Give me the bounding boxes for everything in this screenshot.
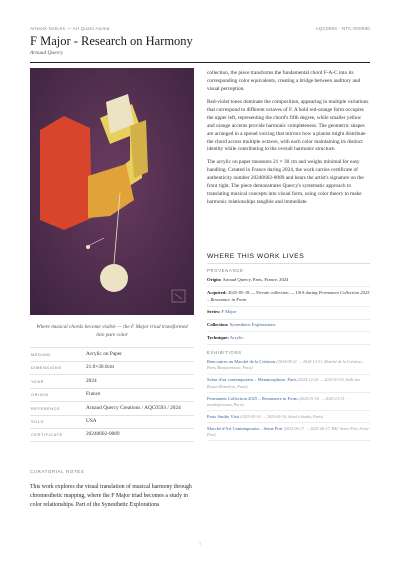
provenance-section bbox=[207, 268, 370, 444]
spec-row-certificate bbox=[30, 428, 194, 442]
spec-row-origin bbox=[30, 388, 194, 402]
artwork-red-form bbox=[40, 116, 92, 230]
artwork-painting bbox=[30, 68, 194, 315]
exhibition-venue-link[interactable]: Salon d'art contemporain – Metamorphose, Paris bbox=[207, 377, 297, 383]
spec-value: Acrylic on Paper bbox=[86, 350, 122, 357]
header-divider bbox=[30, 62, 370, 63]
collection-label: Artwork Notices — Art Quant Anima bbox=[30, 26, 110, 31]
page-title: F Major - Research on Harmony bbox=[30, 34, 193, 48]
exhibition-meta: (2025-06-17 → 2025-06-17, BAC Seine-Port, Seine-Port) bbox=[207, 425, 370, 437]
description-paragraph-2: Red-violet tones dominate the composition, appearing in multiple variations that correspond to different octaves of F. A bold red-orange form occupies the upper left, representing the chord's fifth degree, while smaller yellow and orange accents provide harmonic completeness. The geometric shapes are arranged in a spread voicing that mirrors how a pianist might distribute the chord across multiple octaves, with each color maintaining its distinct identity while contributing to the overall harmonic structure. bbox=[207, 98, 369, 153]
fact-value: Arnaud Quercy, Paris, France, 2024 bbox=[222, 277, 289, 282]
spec-label: DIMENSIONS bbox=[31, 365, 62, 371]
exhibition-venue-link[interactable]: Paris Studio Visit bbox=[207, 413, 240, 419]
spec-label: REFERENCE bbox=[31, 405, 61, 411]
exhibition-meta: (2024-12-20 → 2025-01-03, Salle des Beaux Mosnières, Paris) bbox=[207, 377, 361, 389]
spec-label: CERTIFICATE bbox=[31, 432, 63, 438]
collection-link[interactable]: Synesthetic Explorations bbox=[229, 322, 276, 328]
spec-value: France bbox=[86, 391, 101, 398]
exhibition-venue-link[interactable]: Rencontres au Marché de la Création bbox=[207, 359, 276, 365]
spec-row-dimensions bbox=[30, 361, 194, 375]
description-column bbox=[207, 70, 370, 212]
spec-row-year bbox=[30, 374, 194, 388]
spec-value: USA bbox=[86, 418, 97, 425]
exhibition-meta: (2025-02-16 → 2025-02-16, Artist's Studio, Paris) bbox=[240, 413, 324, 419]
exhibition-item bbox=[207, 377, 370, 393]
curatorial-notes-text: This work explores the visual translation of musical harmony through chromesthetic mapping, where the F Major triad becomes a study in color relationships. Part of the Synesthetic Explorations bbox=[30, 484, 192, 508]
exhibition-venue-link[interactable]: Marché d'Art Contemporain – Seine Port bbox=[207, 425, 283, 431]
exhibition-item bbox=[207, 396, 370, 412]
fact-label: Acquired: bbox=[207, 289, 227, 295]
spec-value: 2024 bbox=[86, 377, 97, 384]
top-header bbox=[30, 26, 370, 31]
spec-value: Arnaud Quercy Creations / AQC0593 / 2024 bbox=[86, 404, 181, 411]
exhibition-venue-link[interactable]: Permanent Collection 2025 – Resonance in Form bbox=[207, 395, 298, 401]
spec-row-sold bbox=[30, 415, 194, 429]
artwork-caption: Where musical chords become visible — the F Major triad transformed into pure color bbox=[36, 324, 188, 338]
spec-label: YEAR bbox=[31, 378, 44, 384]
spec-label: SOLD bbox=[31, 419, 44, 425]
fact-value-italic: Permanent Collection 2025 – Resonance in Form bbox=[207, 289, 370, 302]
exhibition-item bbox=[207, 414, 370, 424]
exhibition-item bbox=[207, 426, 370, 442]
spec-value: 20240602-0089 bbox=[86, 431, 120, 438]
spec-value: 21.0×30.0cm bbox=[86, 364, 114, 371]
exhibition-meta: (2024-09-21 → 2024-12-31, Marché de la Création – Paris Montparnasse, Paris) bbox=[207, 359, 365, 371]
spec-label: MEDIUM bbox=[31, 351, 51, 357]
exhibitions-heading: EXHIBITIONS bbox=[207, 350, 242, 356]
technique-link[interactable]: Acrylic bbox=[229, 335, 244, 341]
fact-label: Series: bbox=[207, 309, 221, 315]
fact-value: 2025-05-18 — Private collection — USA during bbox=[227, 289, 318, 295]
where-heading: WHERE THIS WORK LIVES bbox=[207, 253, 370, 264]
fact-label: Technique: bbox=[207, 335, 229, 341]
fact-label: Origin: bbox=[207, 277, 222, 282]
series-link[interactable]: F Major bbox=[221, 309, 237, 315]
page-number: 1 bbox=[198, 541, 202, 546]
exhibition-item bbox=[207, 359, 370, 375]
spec-row-reference bbox=[30, 401, 194, 415]
provenance-technique bbox=[207, 335, 370, 345]
description-paragraph-3: The acrylic on paper measures 21 × 30 cm and weighs minimal for easy handling. Created in France during 2024, the work carries certificate of authenticity number 20240602-0089 and bears the artist's signature on the front right. The piece demonstrates Quercy's systematic approach to translating musical concepts into visual form, using color theory to make harmonic relationships tangible and immediate. bbox=[207, 159, 364, 206]
artwork-image bbox=[30, 68, 194, 315]
description-paragraph-1: collection, the piece transforms the fundamental chord F-A-C into its corresponding color equivalents, creating a bridge between auditory and visual perception. bbox=[207, 70, 361, 92]
provenance-collection bbox=[207, 322, 370, 332]
spec-row-medium bbox=[30, 347, 194, 361]
artist-name: Arnaud Quercy bbox=[30, 50, 64, 56]
artwork-circle bbox=[100, 264, 128, 292]
provenance-origin bbox=[207, 277, 370, 287]
fact-label: Collection: bbox=[207, 322, 229, 328]
spec-label: ORIGIN bbox=[31, 392, 49, 398]
curatorial-notes-heading: CURATORIAL NOTES bbox=[30, 469, 85, 474]
provenance-heading: PROVENANCE bbox=[207, 268, 244, 273]
provenance-acquired bbox=[207, 290, 370, 307]
exhibition-meta: (2025-01-03 → 2025-12-31, mondoperezart, Paris) bbox=[207, 395, 346, 407]
spec-table bbox=[30, 347, 194, 442]
reference-label: AQC0593 · NTC-000590 bbox=[315, 26, 370, 31]
provenance-series bbox=[207, 309, 370, 319]
